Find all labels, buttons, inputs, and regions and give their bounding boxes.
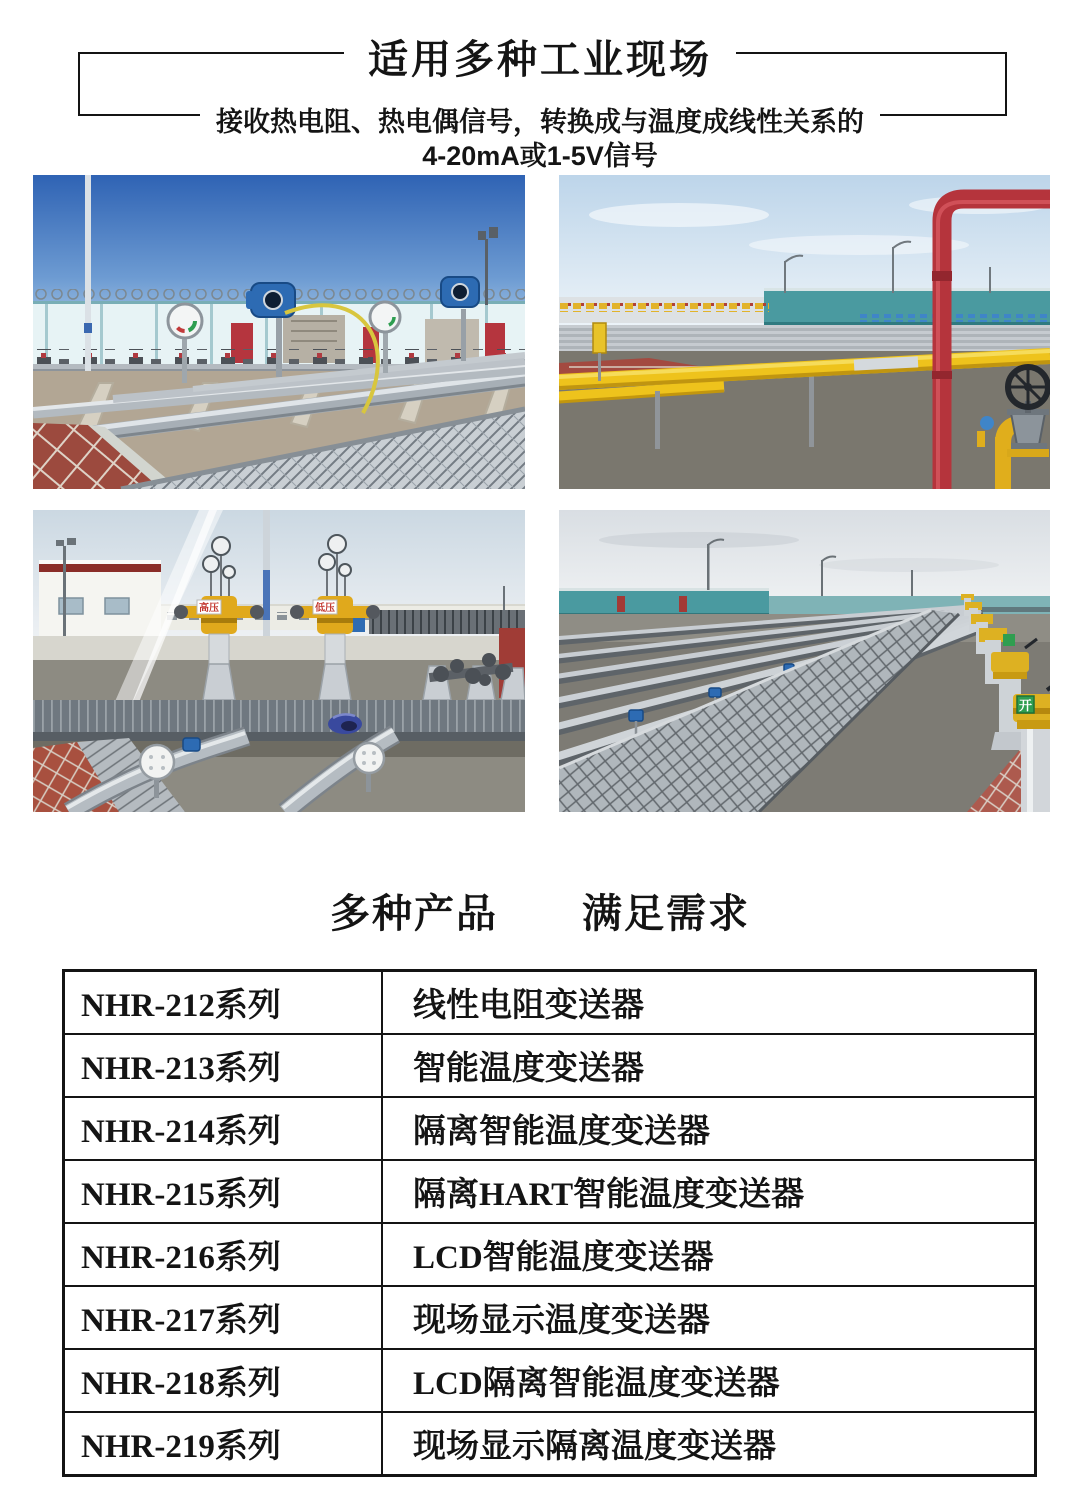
site-photo-pipelines-gauges xyxy=(33,175,525,489)
site-photo-pipe-rows-walkway xyxy=(559,510,1050,812)
product-cell: 隔离智能温度变送器 xyxy=(382,1097,1036,1160)
table-row xyxy=(64,1286,1036,1349)
page-title: 适用多种工业现场 xyxy=(344,28,736,85)
section-title: 多种产品 满足需求 xyxy=(330,892,750,936)
series-cell: NHR-212系列 xyxy=(64,971,383,1035)
sign-low-pressure: 低压 xyxy=(315,603,335,614)
table-row xyxy=(64,971,1036,1035)
series-cell: NHR-215系列 xyxy=(64,1160,383,1223)
products-table xyxy=(62,969,1037,1477)
header-subtitle-line2: 4-20mA或1-5V信号 xyxy=(422,141,658,171)
series-cell: NHR-213系列 xyxy=(64,1034,383,1097)
table-row xyxy=(64,1034,1036,1097)
table-row xyxy=(64,1412,1036,1476)
series-cell: NHR-216系列 xyxy=(64,1223,383,1286)
product-cell: LCD隔离智能温度变送器 xyxy=(382,1349,1036,1412)
product-cell: 隔离HART智能温度变送器 xyxy=(382,1160,1036,1223)
site-photo-wellhead-platform xyxy=(33,510,525,812)
site-photo-yellow-red-pipes xyxy=(559,175,1050,489)
header-subtitle-line1: 接收热电阻、热电偶信号，转换成与温度成线性关系的 xyxy=(200,100,880,139)
product-cell: 线性电阻变送器 xyxy=(382,971,1036,1035)
table-row xyxy=(64,1223,1036,1286)
sign-open: 开 xyxy=(1018,698,1033,713)
photo-illustration-4 xyxy=(559,510,1050,812)
photo-illustration-1 xyxy=(33,175,525,489)
sign-high-pressure: 高压 xyxy=(199,603,219,614)
series-cell: NHR-219系列 xyxy=(64,1412,383,1476)
product-cell: 现场显示温度变送器 xyxy=(382,1286,1036,1349)
series-cell: NHR-214系列 xyxy=(64,1097,383,1160)
product-cell: 现场显示隔离温度变送器 xyxy=(382,1412,1036,1476)
product-cell: LCD智能温度变送器 xyxy=(382,1223,1036,1286)
photo-illustration-3 xyxy=(33,510,525,812)
product-cell: 智能温度变送器 xyxy=(382,1034,1036,1097)
series-cell: NHR-217系列 xyxy=(64,1286,383,1349)
series-cell: NHR-218系列 xyxy=(64,1349,383,1412)
photo-illustration-2 xyxy=(559,175,1050,489)
table-row xyxy=(64,1160,1036,1223)
table-row xyxy=(64,1349,1036,1412)
table-row xyxy=(64,1097,1036,1160)
